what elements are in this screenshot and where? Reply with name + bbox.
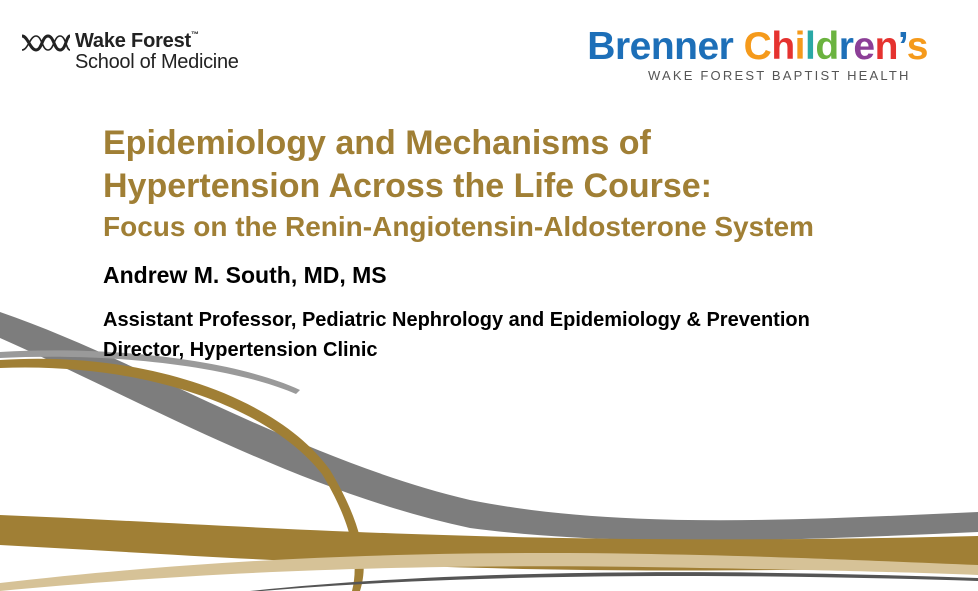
affiliation-line: Director, Hypertension Clinic (103, 339, 378, 361)
title-line-2: Hypertension Across the Life Course: (103, 167, 712, 205)
title-line-3: Focus on the Renin-Angiotensin-Aldosterone System (103, 211, 814, 242)
affiliations (103, 305, 810, 365)
wake-forest-mark-icon (20, 32, 72, 54)
brenner-childrens-name: Brenner Children’s (587, 25, 928, 68)
slide-title (103, 122, 963, 246)
wake-forest-subtitle: School of Medicine (75, 51, 239, 73)
title-line-1: Epidemiology and Mechanisms of (103, 124, 651, 162)
brenner-subtitle: WAKE FOREST BAPTIST HEALTH (648, 68, 911, 83)
affiliation-line: Assistant Professor, Pediatric Nephrology and Epidemiology & Prevention (103, 309, 810, 331)
author-name: Andrew M. South, MD, MS (103, 262, 387, 288)
brenner-childrens-logo (587, 25, 940, 85)
wake-forest-name: Wake Forest™ (75, 30, 199, 52)
wake-forest-logo (20, 30, 260, 75)
